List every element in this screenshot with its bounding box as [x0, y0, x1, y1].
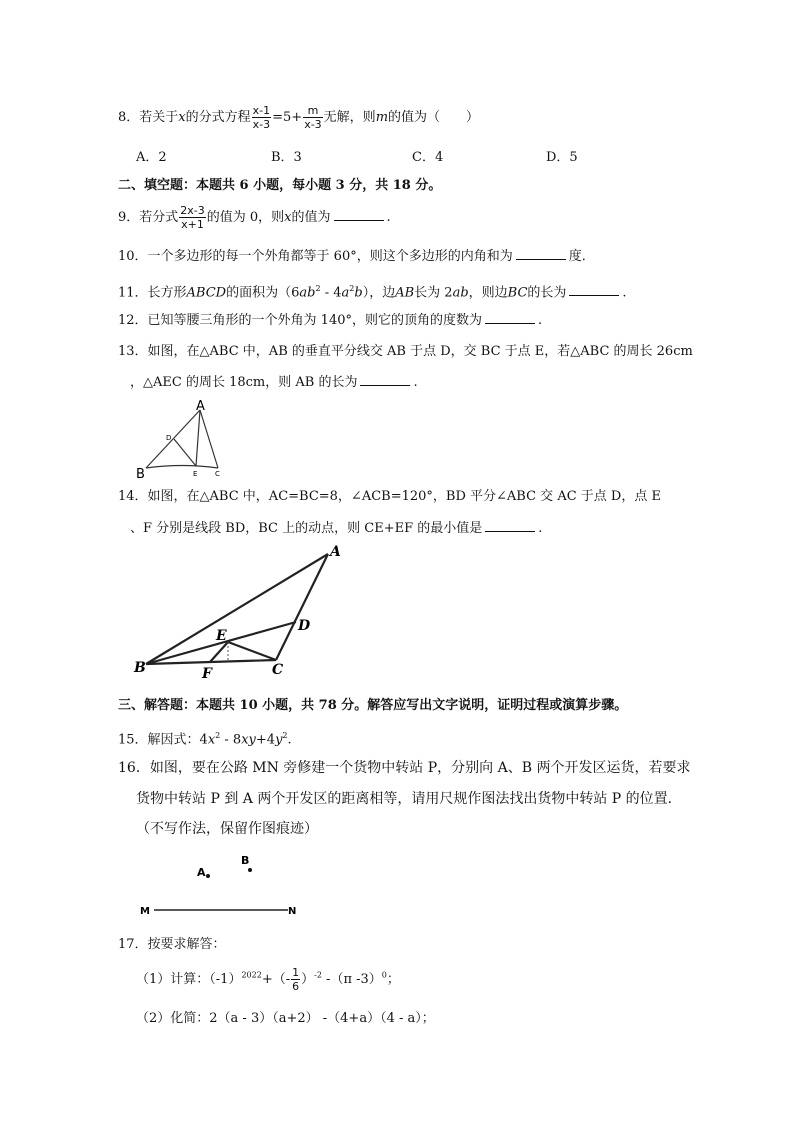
question-12 [118, 312, 542, 330]
q11-text: ，则边 [468, 285, 508, 301]
q8-text: 的值为（ ） [388, 110, 480, 125]
q17-text: （-1） [209, 972, 242, 987]
q9-text: 的值为 [291, 210, 331, 225]
label-a: A [330, 544, 341, 560]
question-13-line-2 [130, 374, 418, 392]
point-a [206, 874, 210, 878]
q11-text: 11．长方形 [118, 285, 187, 301]
q11-var: ab [452, 285, 469, 301]
segment-ec [228, 642, 276, 660]
label-b: B [136, 467, 145, 482]
q11-var: a [341, 285, 350, 301]
q17-exponent: 0 [381, 970, 387, 980]
label-b: B [134, 660, 146, 676]
question-10 [118, 248, 595, 266]
answer-blank [334, 210, 384, 221]
q13-text: ，△AEC 的周长 18cm，则 AB 的长为 [130, 375, 358, 390]
q11-text: - 4 [320, 285, 342, 301]
question-17-title: 17．按要求解答： [118, 937, 226, 952]
section-2-heading: 二、填空题：本题共 6 小题，每小题 3 分，共 18 分。 [118, 178, 442, 193]
segment-de [174, 439, 196, 466]
q8-option-d: D．5 [546, 150, 578, 165]
answer-blank [569, 285, 619, 296]
question-16-line-2: 货物中转站 P 到 A 两个开发区的距离相等，请用尺规作图法找出货物中转站 P 的位置． [136, 791, 682, 807]
q9-text: 9．若分式 [118, 210, 179, 225]
q8-var-x: x [178, 110, 186, 125]
fraction-denominator: x+1 [181, 218, 204, 231]
q17-text: +（- [261, 972, 291, 987]
segment-ae [196, 410, 200, 466]
q12-text: 12．已知等腰三角形的一个外角为 140°，则它的顶角的度数为 [118, 313, 482, 328]
answer-blank [360, 375, 410, 386]
q13-figure [132, 396, 232, 482]
label-c: C [215, 470, 220, 478]
question-17-part-1 [136, 966, 400, 993]
fraction-denominator: 6 [292, 980, 300, 993]
q17-fraction [291, 966, 300, 993]
q11-text: ），边 [362, 285, 396, 301]
fraction-numerator: x-1 [252, 104, 271, 117]
q11-var: ab [299, 285, 316, 301]
q11-text: 长为 2 [414, 285, 453, 301]
question-14-line-1: 14．如图，在△ABC 中，AC=BC=8，∠ACB=120°，BD 平分∠ABC 交 AC 于点 D，点 E [118, 489, 661, 504]
q15-text: - 8 [220, 732, 242, 748]
fraction-numerator: m [303, 104, 322, 118]
q15-var: x [207, 732, 216, 748]
q17-text: -（π -3） [321, 972, 382, 987]
q16-figure [138, 848, 302, 920]
q9-text: 的值为 0，则 [206, 210, 285, 225]
q15-text: +4 [255, 732, 276, 748]
q11-text: 的长为 [527, 285, 567, 301]
fraction-numerator: 2x-3 [180, 204, 205, 217]
segment-ab [146, 410, 200, 468]
label-b: B [241, 854, 250, 867]
q8-option-b: B．3 [271, 150, 302, 165]
q10-text: 度． [568, 249, 595, 264]
q9-fraction [179, 204, 205, 231]
q8-var-m: m [375, 110, 389, 125]
fraction-denominator: x-3 [304, 118, 322, 131]
question-16-line-1: 16．如图，要在公路 MN 旁修建一个货物中转站 P，分别向 A、B 两个开发区运货，若要求 [118, 760, 691, 776]
question-14-line-2 [130, 520, 542, 538]
q14-text: 、F 分别是线段 BD，BC 上的动点，则 CE+EF 的最小值是 [130, 521, 483, 536]
label-d: D [298, 618, 311, 634]
question-11: 11．长方形ABCD的面积为$(6ab^2 - 4a^2b)$，边AB长为 2ab，则边BC的长为 . [118, 284, 627, 301]
q15-var: xy [241, 732, 256, 748]
q11-var: BC [507, 285, 528, 301]
q8-text: =5+ [272, 110, 303, 125]
q10-text: 10．一个多边形的每一个外角都等于 60°，则这个多边形的内角和为 [118, 249, 513, 264]
q17-exponent: -2 [314, 970, 322, 980]
label-f: F [202, 666, 212, 682]
q15-text: . [287, 732, 292, 748]
q11-var: ABCD [186, 285, 227, 301]
q17-text: ； [386, 972, 400, 987]
fraction-numerator: 1 [292, 966, 300, 979]
question-13-line-1: 13．如图，在△ABC 中，AB 的垂直平分线交 AB 于点 D，交 BC 于点 E，若△ABC 的周长 26cm [118, 344, 693, 359]
q17-text: ） [301, 972, 315, 987]
question-15: 15．解因式：$4x^2 - 8xy+4y^2$. [118, 731, 292, 748]
q11-text: . [622, 285, 627, 301]
label-e: E [216, 628, 227, 644]
q9-text: . [386, 210, 391, 225]
q8-text: 的分式方程 [185, 110, 251, 125]
q8-option-c: C．4 [412, 150, 444, 165]
question-17-part-2: （2）化简：2（a - 3）（a+2） -（4+a）（4 - a）； [136, 1011, 435, 1026]
label-m: M [140, 906, 150, 917]
q8-fraction-2 [303, 104, 322, 131]
q12-text: . [538, 313, 543, 328]
q11-var: AB [395, 285, 415, 301]
q11-text: 的面积为（6 [226, 285, 300, 301]
q11-var: b [354, 285, 363, 301]
segment-bc [146, 466, 218, 469]
q8-text: 无解，则 [323, 110, 376, 125]
q8-fraction-1 [252, 104, 271, 131]
label-a: A [197, 866, 206, 879]
question-16-line-3: （不写作法，保留作图痕迹） [136, 821, 318, 837]
fraction-denominator: x-3 [252, 118, 271, 131]
q14-text: . [538, 521, 543, 536]
answer-blank [485, 313, 535, 324]
point-b [248, 868, 252, 872]
q17-exponent: 2022 [241, 970, 262, 980]
label-d: D [166, 434, 172, 442]
q8-text: 8．若关于 [118, 110, 179, 125]
q15-var: y [275, 732, 283, 748]
q9-var-x: x [284, 210, 292, 225]
section-3-heading: 三、解答题：本题共 10 小题，共 78 分。解答应写出文字说明，证明过程或演算步骤。 [118, 698, 628, 713]
q15-text: 15．解因式：4 [118, 732, 208, 748]
q17-text: （1）计算： [136, 972, 210, 987]
q13-text: . [413, 375, 418, 390]
q14-figure [132, 544, 350, 682]
answer-blank [485, 521, 535, 532]
question-8 [118, 104, 479, 131]
label-c: C [272, 662, 284, 678]
q8-option-a: A．2 [136, 150, 167, 165]
question-9 [118, 204, 391, 231]
label-a: A [196, 399, 205, 414]
label-n: N [288, 906, 297, 917]
segment-ac [200, 410, 218, 468]
answer-blank [516, 249, 566, 260]
label-e: E [193, 470, 198, 478]
